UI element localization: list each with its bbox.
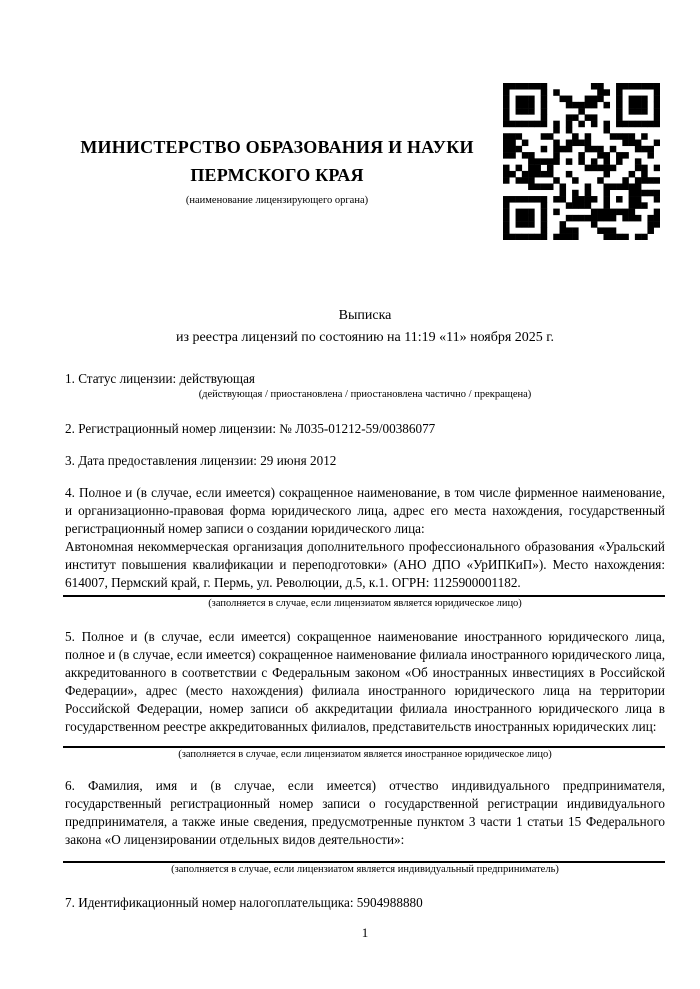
- legal-entity-clause: 4. Полное и (в случае, если имеется) сокращенное наименование, в том числе фирменное наименование, и организационно-правовая форма юридического лица, адрес его места нахождения, государственный регистрационный номер записи о создании юридического лица:: [65, 485, 665, 536]
- document-title: [65, 305, 665, 349]
- document-title-line2: из реестра лицензий по состоянию на 11:19 «11» ноября 2025 г.: [176, 330, 554, 345]
- grant-date-line: 3. Дата предоставления лицензии: 29 июня 2012: [65, 453, 337, 468]
- taxpayer-id-line: 7. Идентификационный номер налогоплательщика: 5904988880: [65, 895, 423, 910]
- qr-code-icon: [503, 83, 660, 240]
- document-header: [65, 83, 665, 305]
- license-status-line: 1. Статус лицензии: действующая: [65, 371, 256, 386]
- entrepreneur-section: [65, 777, 665, 876]
- ministry-name-line2: ПЕРМСКОГО КРАЯ: [190, 165, 364, 185]
- foreign-entity-caption: (заполняется в случае, если лицензиатом является иностранное юридическое лицо): [178, 749, 552, 760]
- license-status-caption: (действующая / приостановлена / приостановлена частично / прекращена): [198, 389, 532, 400]
- foreign-entity-section: [65, 628, 665, 761]
- entrepreneur-clause: 6. Фамилия, имя и (в случае, если имеется) отчество индивидуального предпринимателя, государственный регистрационный номер записи о государственной регистрации индивидуального предпринимателя, а также иные сведения, предусмотренные пунктом 3 части 1 статьи 15 Федерального закона «О лицензировании отдельных видов деятельности»:: [65, 778, 665, 847]
- ministry-name-line1: МИНИСТЕРСТВО ОБРАЗОВАНИЯ И НАУКИ: [80, 137, 474, 157]
- legal-entity-caption: (заполняется в случае, если лицензиатом является юридическое лицо): [208, 598, 522, 609]
- legal-entity-value: Автономная некоммерческая организация дополнительного профессионального образования «Уральский институт повышения квалификации и переподготовки» (АНО ДПО «УрИПКиП»). Место нахождения: 614007, Пермский край, г. Пермь, ул. Революции, д.5, к.1. ОГРН: 1125900001182.: [63, 538, 665, 597]
- registration-number-line: 2. Регистрационный номер лицензии: № Л035-01212-59/00386077: [65, 421, 436, 436]
- document-title-line1: Выписка: [338, 308, 392, 323]
- ministry-name: [65, 133, 489, 189]
- licensing-authority-block: [65, 83, 489, 207]
- entrepreneur-caption: (заполняется в случае, если лицензиатом является индивидуальный предприниматель): [171, 864, 559, 875]
- page-number: 1: [361, 925, 369, 940]
- foreign-entity-clause: 5. Полное и (в случае, если имеется) сокращенное наименование иностранного юридического лица, полное и (в случае, если имеется) сокращенное наименование филиала иностранного юридического лица, аккредитованного в соответствии с Федеральным законом «Об иностранных инвестициях в Российской Федерации», адрес (место нахождения) филиала иностранного юридического лица на территории Российской Федерации, номер записи об аккредитации филиала иностранного юридического лица в государственном реестре аккредитованных филиалов, представительств иностранных юридических лиц:: [65, 629, 665, 734]
- licensing-authority-caption: (наименование лицензирующего органа): [185, 195, 369, 206]
- legal-entity-section: [65, 484, 665, 610]
